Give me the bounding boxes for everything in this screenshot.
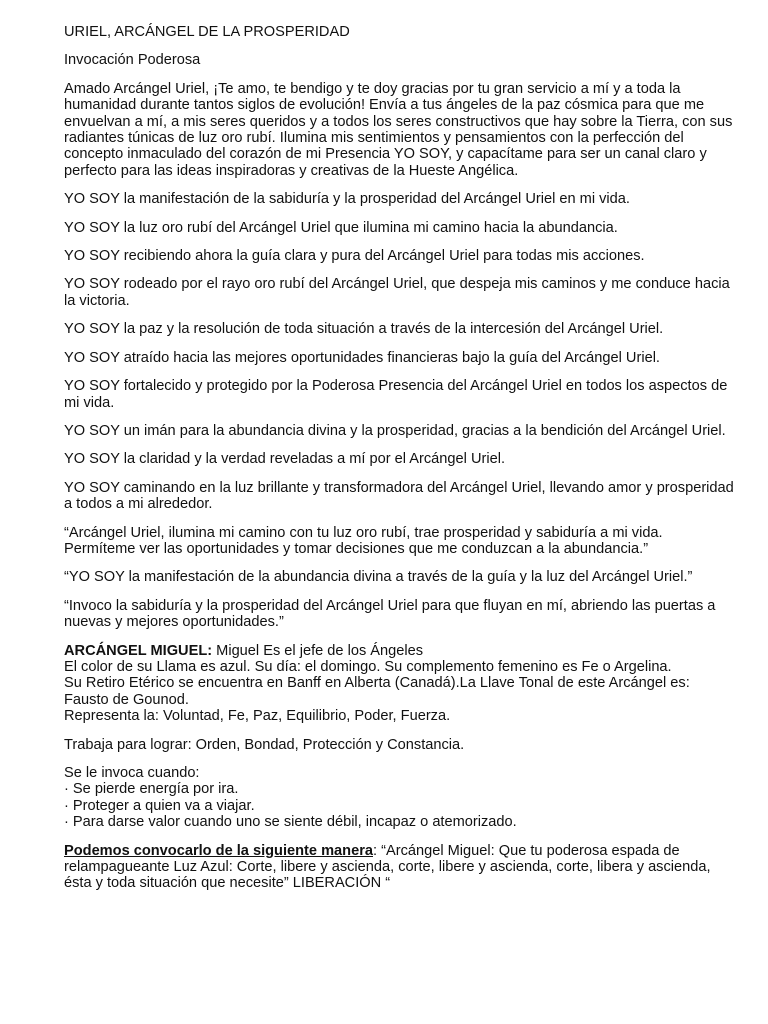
miguel-invoca-item: · Para darse valor cuando uno se siente débil, incapaz o atemorizado.: [64, 814, 517, 831]
miguel-convocar-text: : “Arcángel Miguel: Que tu poderosa espada de relampagueante Luz Azul: Corte, libere y ascienda, corte, libere y ascienda, corte, libera y ascienda, ésta y toda situación que necesite” LIBERACIÓN “: [64, 842, 711, 892]
miguel-invoca-item: · Proteger a quien va a viajar.: [64, 797, 255, 814]
document-page: [64, 24, 736, 904]
quote-paragraph: “YO SOY la manifestación de la abundancia divina a través de la guía y la luz del Arcángel Uriel.”: [64, 569, 693, 586]
miguel-invoca-intro: Se le invoca cuando:: [64, 765, 200, 781]
affirmation-paragraph: YO SOY rodeado por el rayo oro rubí del Arcángel Uriel, que despeja mis caminos y me conduce hacia la victoria.: [64, 276, 730, 309]
miguel-convocar-label: Podemos convocarlo de la siguiente manera: [64, 842, 373, 859]
quote-paragraph: “Invoco la sabiduría y la prosperidad del Arcángel Uriel para que fluyan en mí, abriendo las puertas a nuevas y mejores oportunidades.”: [64, 597, 716, 631]
miguel-heading-line: [64, 643, 736, 659]
intro-paragraph: Amado Arcángel Uriel, ¡Te amo, te bendigo y te doy gracias por tu gran servicio a mí y a toda la humanidad durante tantos siglos de evolución! Envía a tus ángeles de la paz cósmica para que me envuelvan a mí, a mis seres queridos y a todos los seres constructivos que hay sobre la Tierra, con sus radiantes túnicas de luz oro rubí. Ilumina mis sentimientos y pensamientos con la perfección del concepto inmaculado del corazón de mi Presencia YO SOY, y capacítame para ser un canal claro y perfecto para las ideas inspiradoras y creativas de la Hueste Angélica.: [64, 80, 733, 179]
miguel-convocar: [64, 843, 736, 892]
miguel-heading: ARCÁNGEL MIGUEL:: [64, 642, 213, 659]
affirmation-paragraph: YO SOY caminando en la luz brillante y transformadora del Arcángel Uriel, llevando amor y prosperidad a todos a mi alrededor.: [64, 479, 734, 513]
miguel-heading-rest: Miguel Es el jefe de los Ángeles: [212, 642, 424, 659]
miguel-trabaja: Trabaja para lograr: Orden, Bondad, Protección y Constancia.: [64, 736, 465, 753]
affirmation-paragraph: YO SOY fortalecido y protegido por la Poderosa Presencia del Arcángel Uriel en todos los aspectos de mi vida.: [64, 378, 728, 411]
affirmation-paragraph: YO SOY atraído hacia las mejores oportunidades financieras bajo la guía del Arcángel Uriel.: [64, 349, 660, 366]
document-title: URIEL, ARCÁNGEL DE LA PROSPERIDAD: [64, 24, 350, 40]
miguel-line-2: Su Retiro Etérico se encuentra en Banff en Alberta (Canadá).La Llave Tonal de este Arcángel es: Fausto de Gounod.: [64, 675, 690, 708]
affirmation-paragraph: YO SOY la paz y la resolución de toda situación a través de la intercesión del Arcángel Uriel.: [64, 321, 664, 338]
miguel-invoca-list: [64, 765, 736, 831]
miguel-line-1: El color de su Llama es azul. Su día: el domingo. Su complemento femenino es Fe o Argelina.: [64, 658, 672, 675]
affirmation-paragraph: YO SOY recibiendo ahora la guía clara y pura del Arcángel Uriel para todas mis acciones.: [64, 248, 645, 265]
affirmation-paragraph: YO SOY un imán para la abundancia divina y la prosperidad, gracias a la bendición del Arcángel Uriel.: [64, 422, 726, 439]
affirmation-paragraph: YO SOY la manifestación de la sabiduría y la prosperidad del Arcángel Uriel en mi vida.: [64, 191, 630, 208]
affirmation-paragraph: YO SOY la claridad y la verdad reveladas a mí por el Arcángel Uriel.: [64, 451, 505, 468]
miguel-section: [64, 643, 736, 725]
miguel-line-3: Representa la: Voluntad, Fe, Paz, Equilibrio, Poder, Fuerza.: [64, 708, 451, 725]
quote-paragraph: “Arcángel Uriel, ilumina mi camino con tu luz oro rubí, trae prosperidad y sabiduría a mi vida. Permíteme ver las oportunidades y tomar decisiones que me conduzcan a la abundancia.”: [64, 524, 663, 557]
document-subtitle: Invocación Poderosa: [64, 52, 201, 69]
miguel-invoca-item: · Se pierde energía por ira.: [64, 781, 239, 798]
affirmation-paragraph: YO SOY la luz oro rubí del Arcángel Uriel que ilumina mi camino hacia la abundancia.: [64, 219, 618, 236]
